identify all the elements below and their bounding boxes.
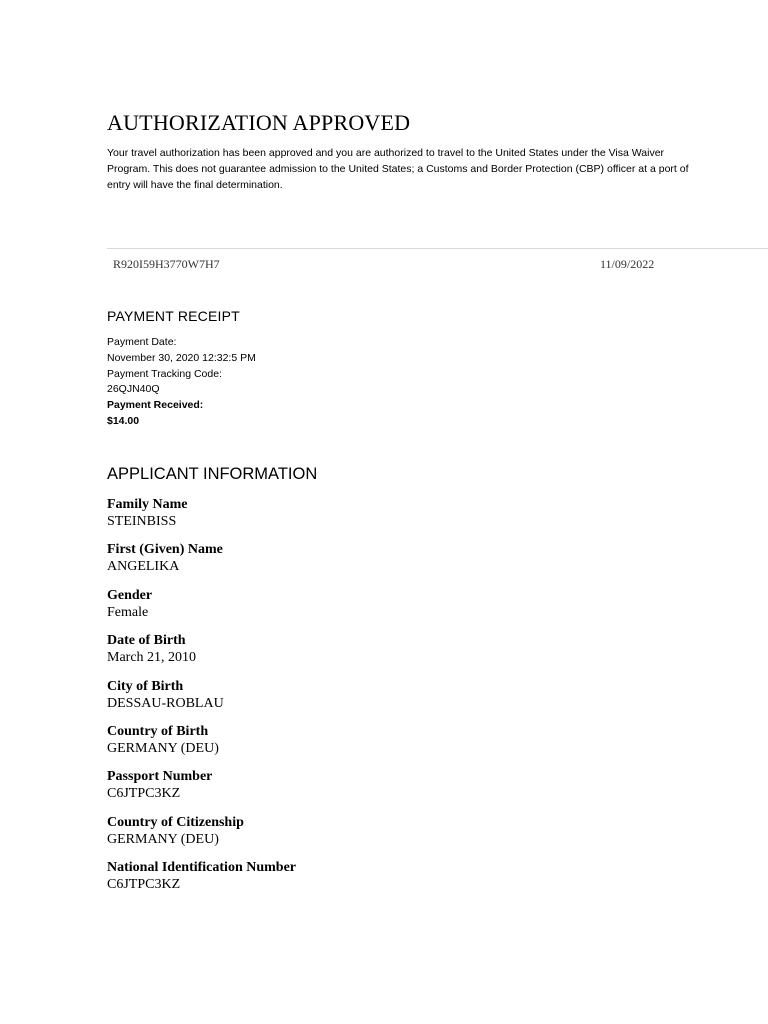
payment-receipt-heading: PAYMENT RECEIPT — [107, 308, 240, 324]
field-value: DESSAU-ROBLAU — [107, 695, 224, 711]
field-label: Country of Birth — [107, 723, 209, 739]
field-country-of-birth — [107, 723, 667, 768]
field-first-given-name — [107, 541, 667, 586]
field-family-name — [107, 496, 667, 541]
field-value: March 21, 2010 — [107, 650, 197, 666]
field-label: Country of Citizenship — [107, 814, 244, 830]
field-passport-number — [107, 768, 667, 813]
field-value: GERMANY (DEU) — [107, 740, 219, 756]
field-gender — [107, 587, 667, 632]
payment-received-value: $14.00 — [107, 414, 140, 427]
applicant-fields — [107, 496, 667, 905]
field-country-of-citizenship — [107, 814, 667, 859]
field-label: Gender — [107, 587, 153, 603]
field-date-of-birth — [107, 632, 667, 677]
field-label: National Identification Number — [107, 860, 296, 876]
field-value: STEINBISS — [107, 514, 177, 529]
intro-paragraph: Your travel authorization has been approved and you are authorized to travel to the United States under the Visa Waiver Program. This does not guarantee admission to the United States; a Customs and Border Protection (CBP) officer at a port of entry will have the final determination. — [107, 147, 689, 191]
field-value: C6JTPC3KZ — [107, 877, 181, 893]
field-label: Date of Birth — [107, 633, 186, 649]
field-label: Family Name — [107, 497, 188, 512]
field-value: Female — [107, 604, 149, 620]
field-label: First (Given) Name — [107, 542, 223, 558]
reference-code: R920I59H3770W7H7 — [113, 257, 220, 271]
field-value: ANGELIKA — [107, 559, 180, 575]
reference-date: 11/09/2022 — [600, 257, 655, 271]
field-label: City of Birth — [107, 678, 184, 694]
divider — [107, 248, 768, 249]
page-title: AUTHORIZATION APPROVED — [107, 110, 411, 135]
applicant-information-heading: APPLICANT INFORMATION — [107, 465, 318, 483]
payment-tracking-code-label: Payment Tracking Code: — [107, 367, 222, 380]
field-national-identification-number — [107, 859, 667, 904]
field-city-of-birth — [107, 678, 667, 723]
payment-received-label: Payment Received: — [107, 399, 204, 412]
field-value: C6JTPC3KZ — [107, 786, 181, 802]
payment-date-label: Payment Date: — [107, 336, 177, 348]
field-label: Passport Number — [107, 769, 213, 785]
field-value: GERMANY (DEU) — [107, 831, 219, 847]
payment-tracking-code-value: 26QJN40Q — [107, 383, 160, 396]
payment-date-value: November 30, 2020 12:32:5 PM — [107, 351, 256, 364]
payment-receipt — [107, 335, 256, 430]
